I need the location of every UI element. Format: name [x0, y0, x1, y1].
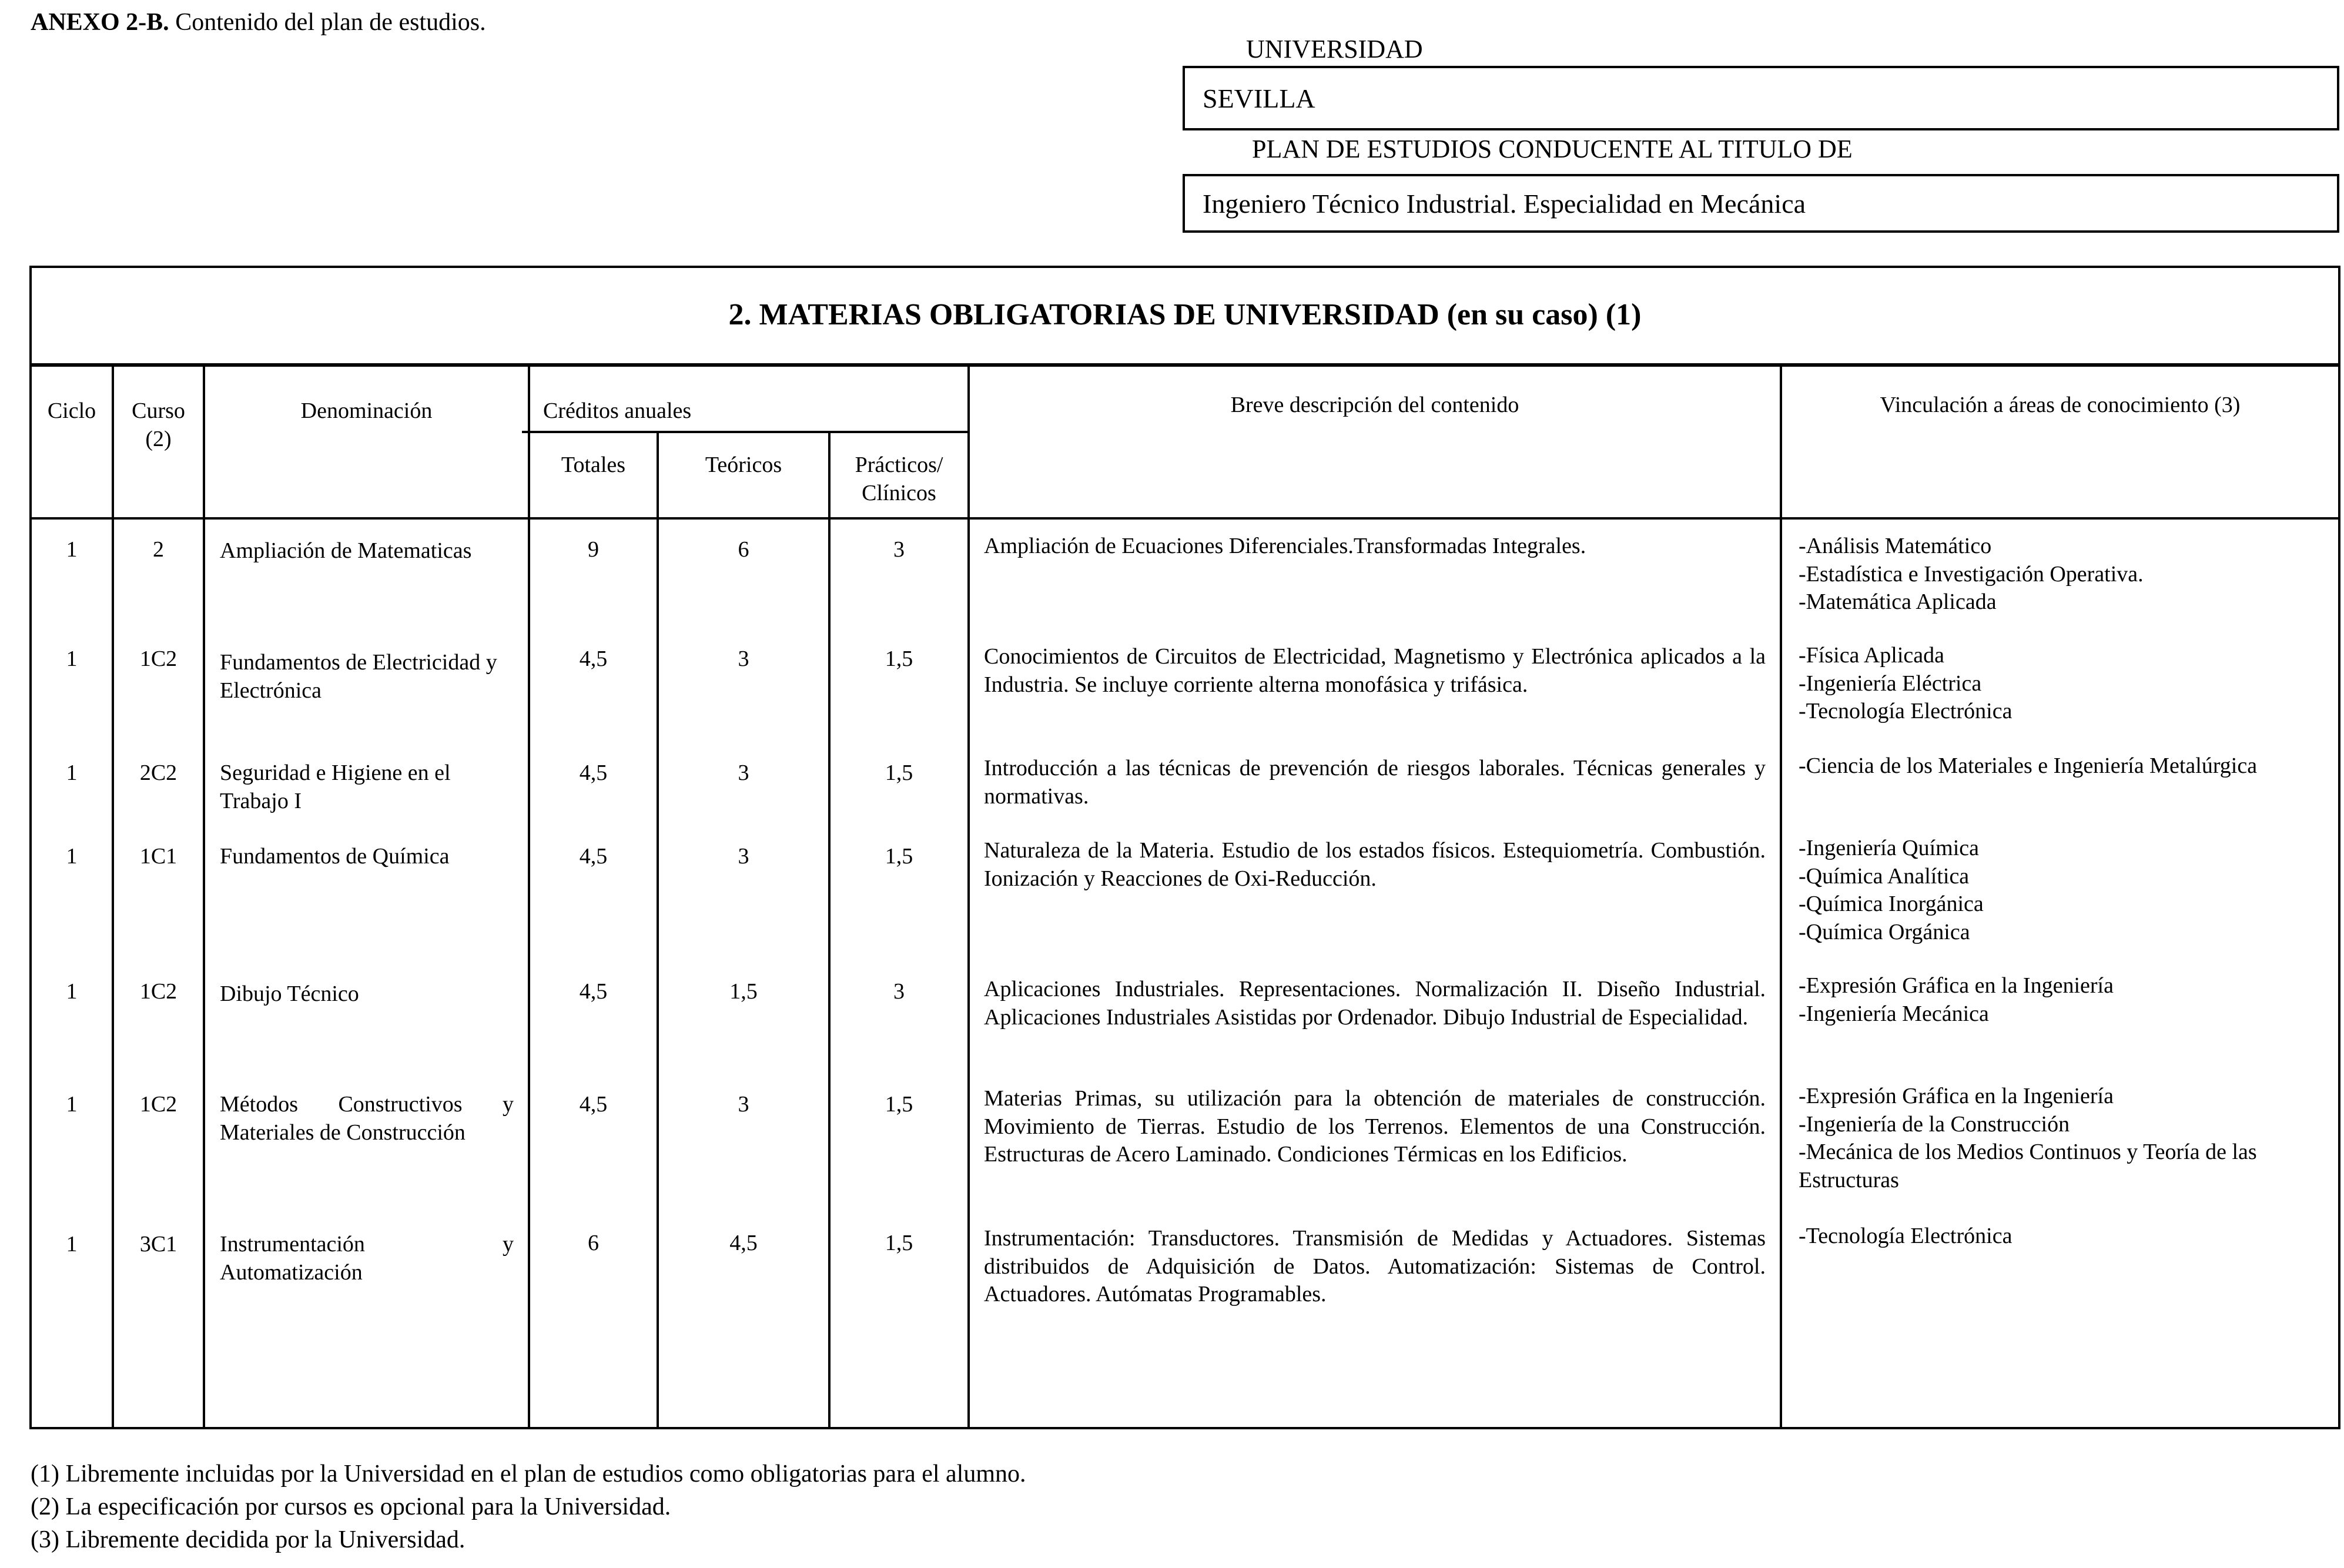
area-item: Estructuras — [1799, 1167, 1899, 1192]
cell-ciclo: 1 — [66, 537, 78, 562]
universidad-box — [1183, 66, 2339, 130]
cell-descripcion: Aplicaciones Industriales. Representaciones. Normalización II. Diseño Industrial. Aplicaciones Industriales Asistidas por Ordenador. Dibujo Industrial de Especialidad. — [984, 977, 1766, 1030]
cell-descripcion: Introducción a las técnicas de prevención de riesgos laborales. Técnicas generales y normativas. — [984, 756, 1766, 809]
cell-curso: 3C1 — [139, 1232, 178, 1257]
cell-ciclo: 1 — [66, 760, 78, 785]
universidad-value: SEVILLA — [1203, 83, 1315, 113]
cell-vinculacion — [1799, 835, 2333, 946]
col-header-ciclo: Ciclo — [47, 398, 96, 423]
area-item: -Física Aplicada — [1799, 643, 1944, 668]
area-item: -Tecnología Electrónica — [1799, 699, 2013, 723]
cell-practicos: 3 — [893, 979, 905, 1004]
cell-curso: 2C2 — [139, 760, 178, 785]
cell-totales: 4,5 — [579, 844, 608, 869]
col-header-teoricos: Teóricos — [705, 453, 782, 477]
cell-teoricos: 3 — [738, 1092, 749, 1117]
cell-denominacion: Fundamentos de Química — [220, 844, 450, 869]
cell-practicos: 1,5 — [885, 1231, 913, 1255]
col-header-totales: Totales — [561, 453, 626, 477]
cell-denominacion: Fundamentos de Electricidad y Electrónica — [220, 650, 497, 703]
area-item: -Ingeniería Química — [1799, 836, 1980, 860]
cell-denominacion: Seguridad e Higiene en el Trabajo I — [220, 760, 451, 813]
cell-practicos: 1,5 — [885, 844, 913, 869]
cell-teoricos: 1,5 — [729, 979, 758, 1004]
area-item: -Química Inorgánica — [1799, 892, 1984, 916]
col-divider — [828, 431, 831, 1429]
col-header-vinculacion: Vinculación a áreas de conocimiento (3) — [1880, 393, 2241, 417]
cell-ciclo: 1 — [66, 1092, 78, 1117]
col-divider — [528, 367, 530, 1429]
cell-teoricos: 3 — [738, 646, 749, 671]
cell-totales: 4,5 — [579, 979, 608, 1004]
footnote-2: (2) La especificación por cursos es opcional para la Universidad. — [31, 1493, 671, 1520]
cell-vinculacion — [1799, 752, 2333, 780]
cell-totales: 9 — [588, 537, 599, 562]
col-header-descripcion: Breve descripción del contenido — [1230, 393, 1519, 417]
cell-practicos: 1,5 — [885, 646, 913, 671]
footnote-3: (3) Libremente decidida por la Universidad. — [31, 1526, 466, 1553]
col-divider — [203, 367, 205, 1429]
cell-descripcion: Conocimientos de Circuitos de Electricidad, Magnetismo y Electrónica aplicados a la Industria. Se incluye corriente alterna monofásica y trifásica. — [984, 644, 1766, 697]
annex-label: ANEXO 2-B. — [31, 9, 169, 36]
col-divider — [112, 367, 114, 1429]
area-item: -Ingeniería de la Construcción — [1799, 1111, 2070, 1137]
cell-totales: 4,5 — [579, 760, 608, 785]
cell-ciclo: 1 — [66, 646, 78, 671]
cell-denominacion: Instrumentación y Automatización — [220, 1232, 514, 1285]
credits-subheader-rule — [522, 431, 967, 433]
cell-descripcion: Instrumentación: Transductores. Transmisión de Medidas y Actuadores. Sistemas distribuidos de Adquisición de Datos. Automatización: Sistemas de Control. Actuadores. Autómatas Programables. — [984, 1226, 1766, 1306]
cell-vinculacion — [1799, 642, 2333, 726]
annex-heading — [31, 8, 486, 36]
cell-practicos: 1,5 — [885, 760, 913, 785]
area-item: -Tecnología Electrónica — [1799, 1224, 2013, 1248]
cell-denominacion: Dibujo Técnico — [220, 981, 359, 1006]
col-header-denominacion: Denominación — [300, 398, 433, 423]
cell-teoricos: 6 — [738, 537, 749, 562]
cell-curso: 2 — [153, 537, 164, 562]
cell-totales: 6 — [588, 1231, 599, 1255]
area-item: -Análisis Matemático — [1799, 534, 1992, 558]
plan-title-box — [1183, 174, 2339, 233]
cell-teoricos: 3 — [738, 844, 749, 869]
cell-curso: 1C1 — [139, 844, 178, 869]
cell-practicos: 3 — [893, 537, 905, 562]
area-item: -Química Orgánica — [1799, 919, 1970, 944]
cell-ciclo: 1 — [66, 1232, 78, 1257]
plan-title-value: Ingeniero Técnico Industrial. Especialidad en Mecánica — [1203, 188, 1806, 219]
cell-teoricos: 3 — [738, 760, 749, 785]
cell-ciclo: 1 — [66, 844, 78, 869]
area-item: -Ingeniería Mecánica — [1799, 1001, 1989, 1026]
area-item: -Expresión Gráfica en la Ingeniería — [1799, 973, 2114, 998]
area-item: -Ciencia de los Materiales e Ingeniería Metalúrgica — [1799, 753, 2258, 778]
annex-description: Contenido del plan de estudios. — [169, 9, 486, 36]
cell-ciclo: 1 — [66, 979, 78, 1004]
col-divider — [1780, 367, 1782, 1429]
cell-vinculacion — [1799, 1222, 2333, 1251]
section-title: 2. MATERIAS OBLIGATORIAS DE UNIVERSIDAD (en su caso) (1) — [29, 266, 2340, 367]
cell-descripcion: Materias Primas, su utilización para la obtención de materiales de construcción. Movimiento de Tierras. Estudio de los Terrenos. Elementos de una Construcción. Estructuras de Acero Laminado. Condiciones Térmicas en los Edificios. — [984, 1086, 1766, 1167]
area-item: -Matemática Aplicada — [1799, 589, 1997, 614]
cell-curso: 1C2 — [139, 979, 178, 1004]
col-header-curso: Curso (2) — [132, 398, 185, 451]
universidad-label: UNIVERSIDAD — [1246, 35, 1423, 63]
cell-teoricos: 4,5 — [729, 1231, 758, 1255]
col-divider — [657, 431, 659, 1429]
cell-denominacion: Ampliación de Matematicas — [220, 538, 472, 563]
cell-denominacion: Métodos Constructivos y Materiales de Construcción — [220, 1092, 514, 1145]
plan-label: PLAN DE ESTUDIOS CONDUCENTE AL TITULO DE — [1252, 135, 1853, 163]
col-header-creditos: Créditos anuales — [543, 398, 692, 423]
area-item: -Expresión Gráfica en la Ingeniería — [1799, 1084, 2114, 1108]
cell-descripcion: Naturaleza de la Materia. Estudio de los estados físicos. Estequiometría. Combustión. Ionización y Reacciones de Oxi-Reducción. — [984, 838, 1766, 891]
cell-totales: 4,5 — [579, 646, 608, 671]
footnote-1: (1) Libremente incluidas por la Universidad en el plan de estudios como obligatorias para el alumno. — [31, 1460, 1026, 1487]
cell-curso: 1C2 — [139, 646, 178, 671]
col-divider — [967, 367, 970, 1429]
cell-curso: 1C2 — [139, 1092, 178, 1117]
area-item: -Mecánica de los Medios Continuos y Teoría de las — [1799, 1140, 2257, 1164]
cell-practicos: 1,5 — [885, 1092, 913, 1117]
area-item: -Química Analítica — [1799, 863, 1970, 889]
area-item: -Ingeniería Eléctrica — [1799, 671, 1982, 696]
cell-totales: 4,5 — [579, 1092, 608, 1117]
col-header-practicos: Prácticos/ Clínicos — [855, 453, 943, 505]
cell-descripcion: Ampliación de Ecuaciones Diferenciales.Transformadas Integrales. — [984, 534, 1586, 558]
cell-vinculacion — [1799, 972, 2333, 1028]
header-bottom-rule — [29, 517, 2340, 520]
cell-vinculacion — [1799, 1083, 2333, 1194]
area-item: -Estadística e Investigación Operativa. — [1799, 561, 2144, 587]
cell-vinculacion — [1799, 532, 2333, 617]
